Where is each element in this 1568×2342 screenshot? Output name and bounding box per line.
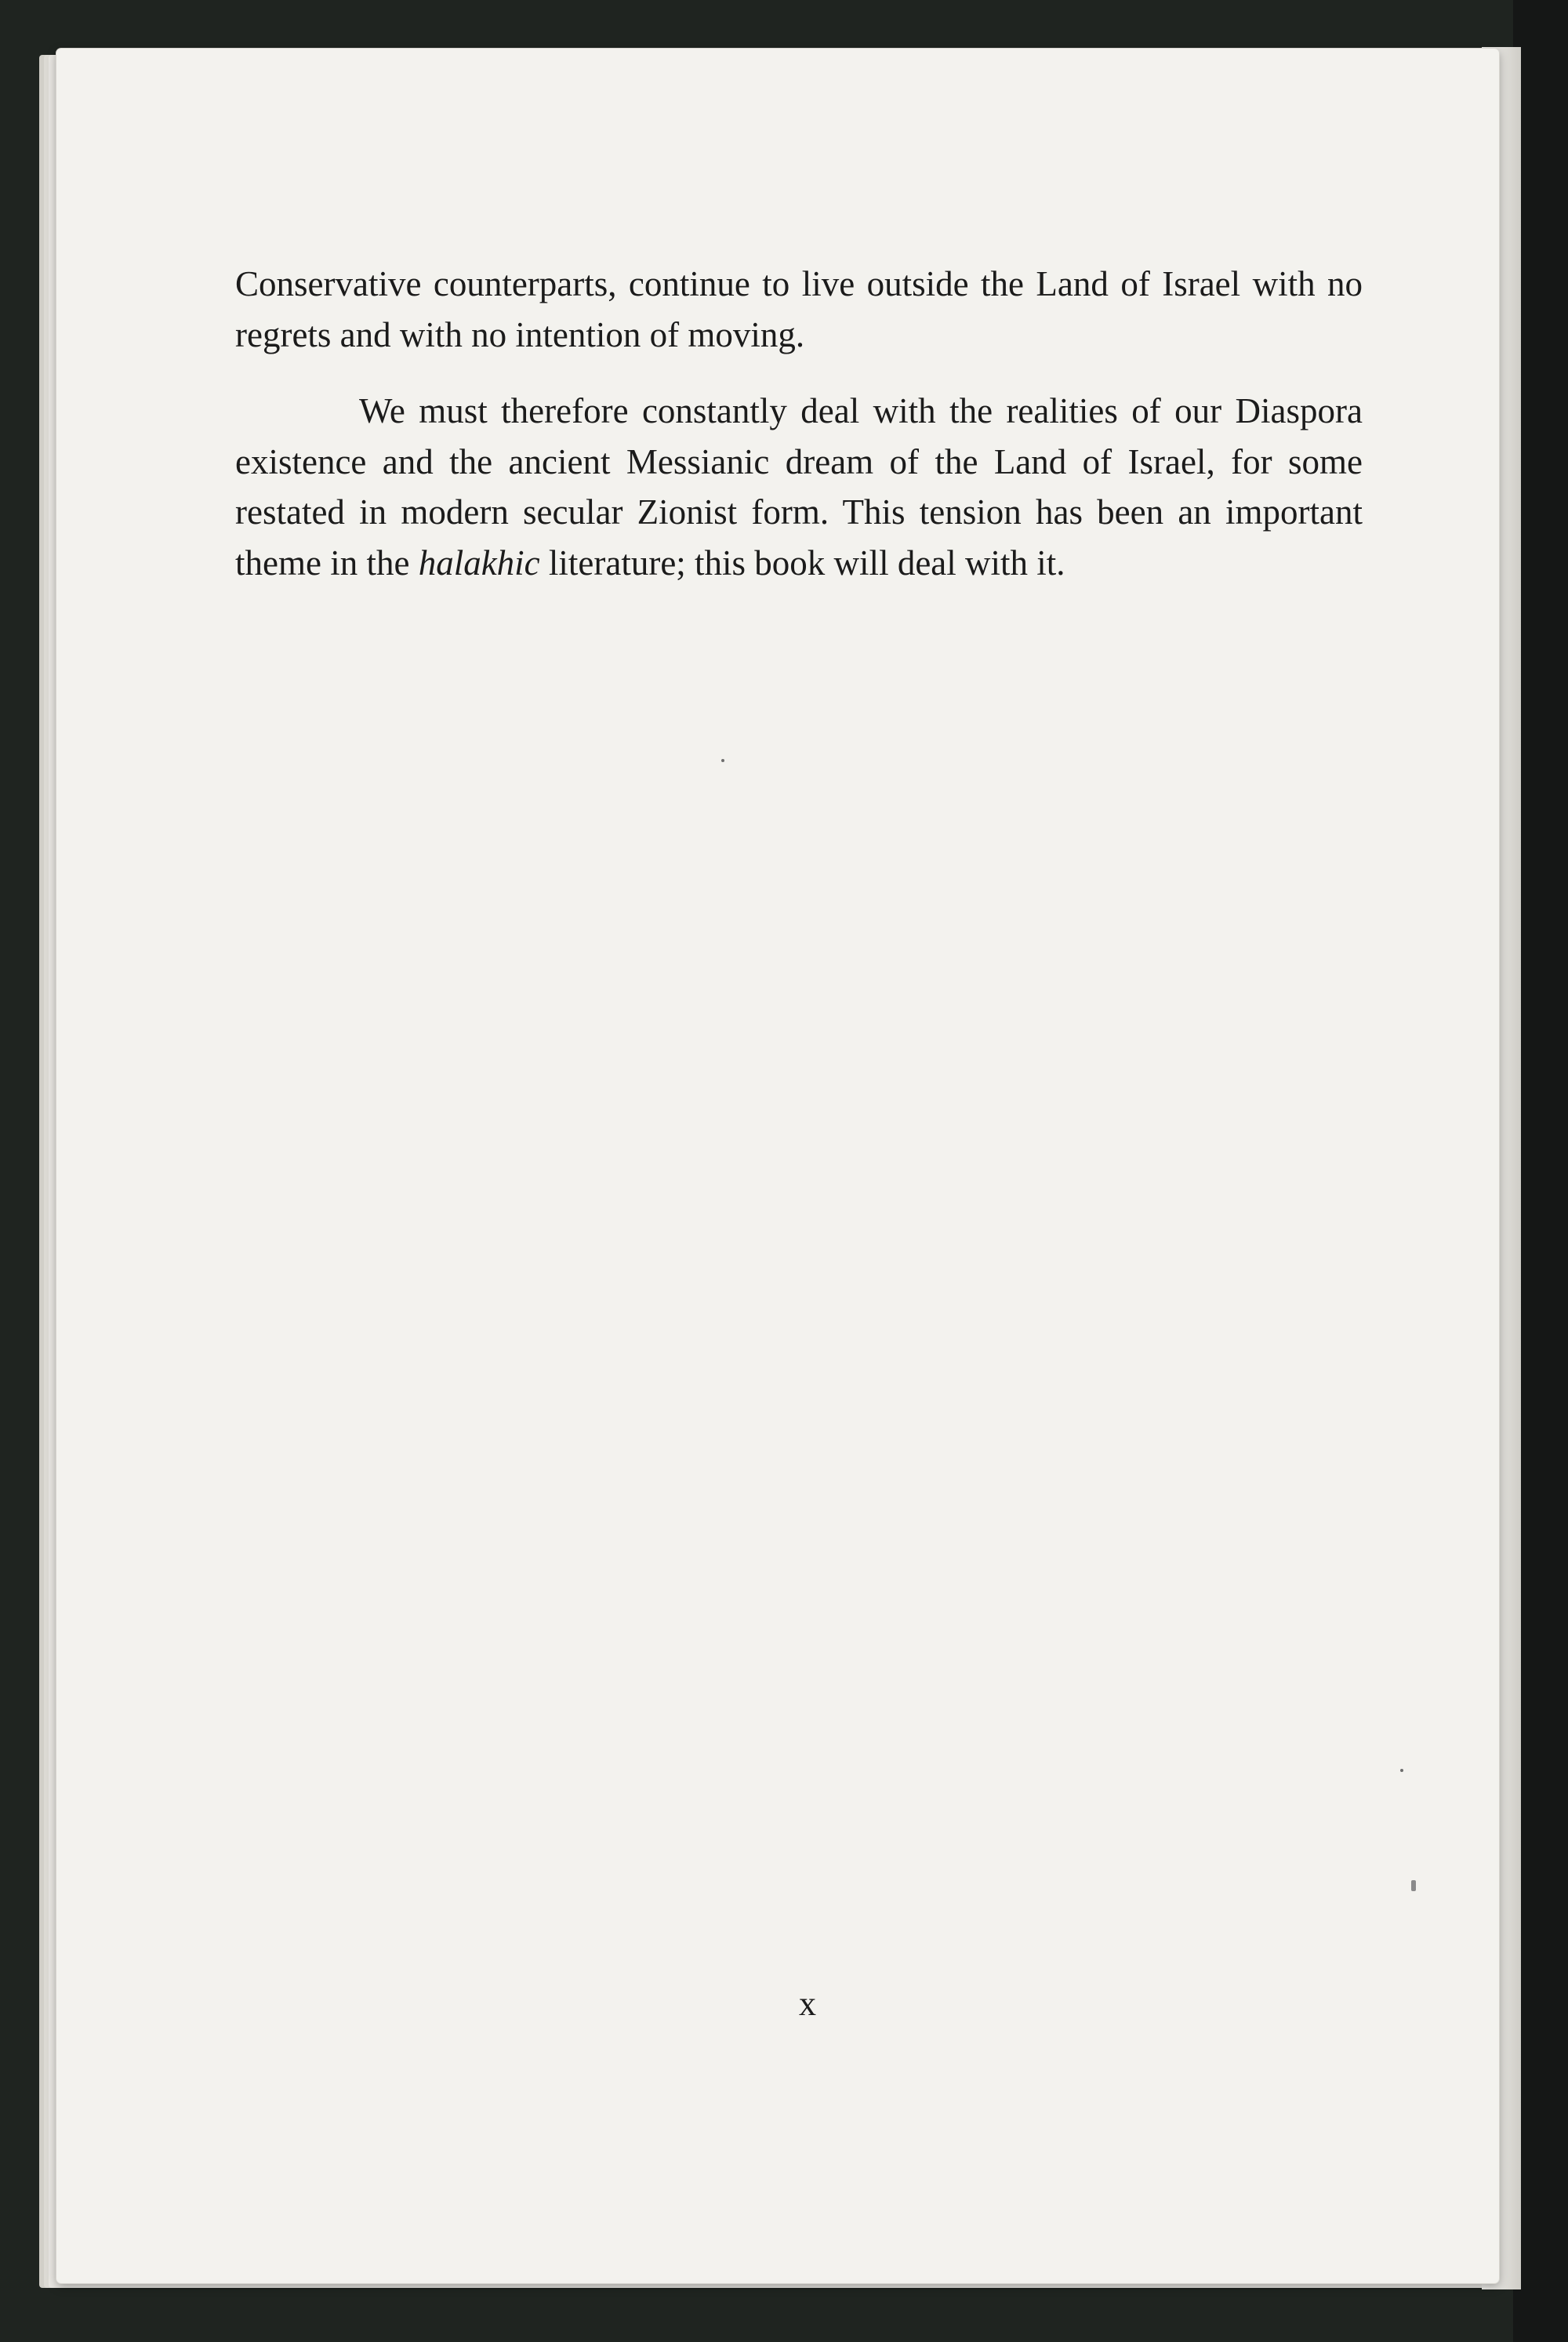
paragraph-2-italic-term: halakhic xyxy=(418,543,540,583)
paragraph-1 xyxy=(235,259,1363,360)
paragraph-2 xyxy=(235,386,1363,588)
paper-speck xyxy=(721,759,724,762)
paper-mark xyxy=(1411,1880,1416,1891)
paper-speck xyxy=(1400,1769,1403,1772)
page-number: x xyxy=(799,1984,816,2023)
paragraph-1-text: Conservative counterparts, continue to live outside the Land of Israel with no regrets and with no intention of moving. xyxy=(235,264,1363,354)
paragraph-2-text-b: literature; this book will deal with it. xyxy=(539,543,1065,583)
body-text xyxy=(235,259,1363,588)
paragraph-2-text-a: We must therefore constantly deal with the realities of our Diaspora existence and the ancient Messianic dream of the Land of Israel, for some restated in modern secular Zionist form. This tension has been an important theme in the xyxy=(235,391,1363,583)
